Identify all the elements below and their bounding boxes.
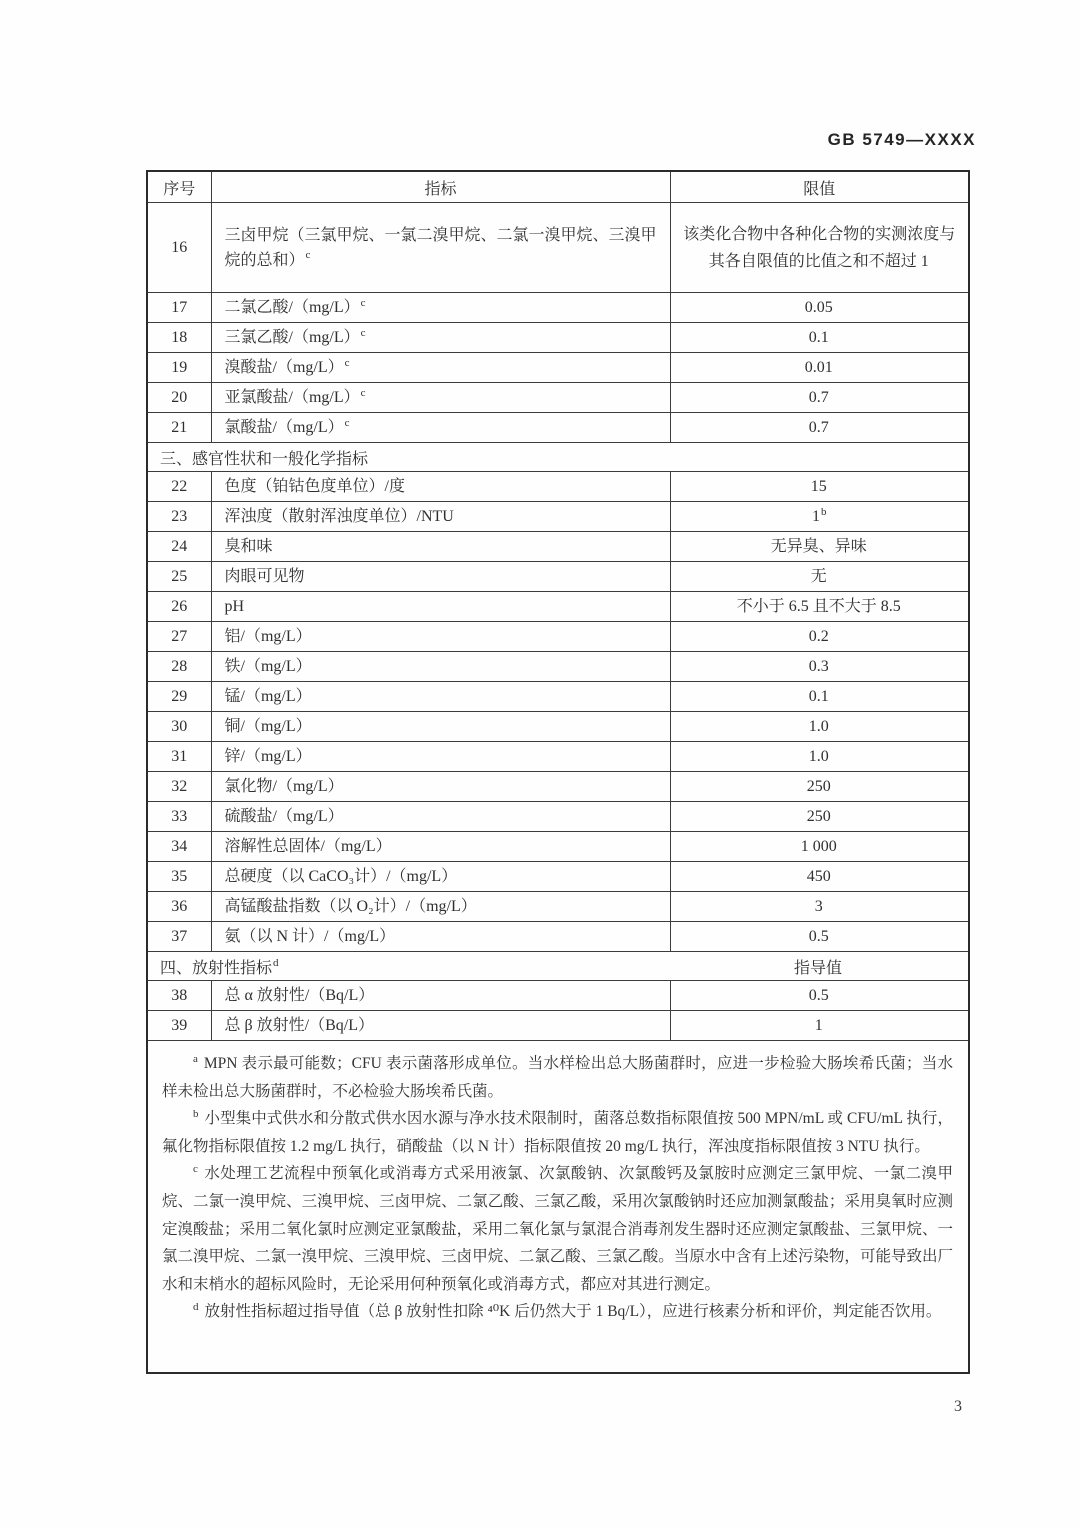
row-number: 16 (147, 203, 211, 293)
footnotes-cell (147, 1041, 969, 1373)
row-number: 32 (147, 772, 211, 802)
row-number: 17 (147, 293, 211, 323)
indicator-cell (211, 832, 670, 862)
row-number: 22 (147, 472, 211, 502)
row-number: 36 (147, 892, 211, 922)
page-number: 3 (954, 1398, 962, 1415)
row-number: 30 (147, 712, 211, 742)
indicator-cell (211, 293, 670, 323)
table-header-row (147, 171, 969, 203)
footnote-marker: c (193, 1163, 198, 1176)
indicator-text: 锰/（mg/L） (224, 688, 312, 705)
indicator-cell (211, 532, 670, 562)
indicator-text: 浑浊度（散射浑浊度单位）/NTU (224, 508, 454, 525)
limit-text: 250 (806, 808, 831, 825)
indicator-text: 铝/（mg/L） (224, 628, 312, 645)
limit-text: 0.1 (808, 329, 829, 346)
footnote-d (162, 1298, 953, 1326)
indicator-cell (211, 652, 670, 682)
limit-cell (670, 502, 969, 532)
indicator-cell (211, 472, 670, 502)
indicator-cell (211, 203, 670, 293)
limit-text: 3 (814, 898, 823, 915)
limit-cell (670, 592, 969, 622)
indicator-text: 高锰酸盐指数（以 O₂计）/（mg/L） (224, 898, 477, 915)
indicator-text: 二氯乙酸/（mg/L） (224, 299, 360, 316)
limit-text: 无异臭、异味 (770, 538, 867, 555)
footnote-ref: c (360, 296, 366, 309)
indicator-text: pH (224, 598, 245, 615)
footnote-marker: b (193, 1108, 199, 1121)
indicator-text: 氨（以 N 计）/（mg/L） (224, 928, 396, 945)
limit-cell (670, 892, 969, 922)
limit-cell (670, 472, 969, 502)
footnote-text: 放射性指标超过指导值（总 β 放射性扣除 ⁴⁰K 后仍然大于 1 Bq/L），应进行核素分析和评价，判定能否饮用。 (204, 1303, 942, 1321)
limit-text: 1.0 (808, 718, 829, 735)
row-number: 38 (147, 981, 211, 1011)
limit-cell (670, 922, 969, 952)
limit-text: 无 (810, 568, 827, 585)
section-title: 三、感官性状和一般化学指标 (160, 450, 369, 468)
indicator-cell (211, 981, 670, 1011)
col-header-indicator: 指标 (211, 171, 670, 203)
limit-cell (670, 712, 969, 742)
footnote-ref: c (360, 326, 366, 339)
indicator-cell (211, 712, 670, 742)
footnote-a (162, 1050, 953, 1105)
indicator-cell (211, 802, 670, 832)
table-row (147, 293, 969, 323)
indicator-text: 三卤甲烷（三氯甲烷、一氯二溴甲烷、二氯一溴甲烷、三溴甲烷的总和） (224, 226, 657, 269)
limit-cell (670, 622, 969, 652)
indicator-text: 色度（铂钴色度单位）/度 (224, 478, 405, 495)
row-number: 31 (147, 742, 211, 772)
indicator-text: 总 α 放射性/（Bq/L） (224, 987, 375, 1004)
table-row (147, 892, 969, 922)
indicator-cell (211, 592, 670, 622)
table-row (147, 622, 969, 652)
row-number: 27 (147, 622, 211, 652)
table-row (147, 682, 969, 712)
indicator-cell (211, 562, 670, 592)
table-row (147, 742, 969, 772)
limit-cell (670, 532, 969, 562)
indicator-cell (211, 892, 670, 922)
footnote-marker: d (193, 1301, 199, 1314)
limit-text: 不小于 6.5 且不大于 8.5 (736, 598, 901, 615)
limit-text: 1 000 (800, 838, 837, 855)
limit-text: 0.05 (804, 299, 833, 316)
indicator-cell (211, 772, 670, 802)
section-cell (147, 443, 969, 472)
row-number: 19 (147, 353, 211, 383)
row-number: 34 (147, 832, 211, 862)
footnote-ref: d (273, 957, 279, 970)
table-row (147, 772, 969, 802)
indicator-cell (211, 742, 670, 772)
row-number: 35 (147, 862, 211, 892)
footnote-ref: b (821, 505, 827, 518)
limit-cell (670, 383, 969, 413)
table-row (147, 832, 969, 862)
table-row (147, 592, 969, 622)
row-number: 24 (147, 532, 211, 562)
limit-cell (670, 413, 969, 443)
indicator-cell (211, 1011, 670, 1041)
section-row-radioactivity (147, 952, 969, 981)
table-row (147, 922, 969, 952)
indicator-cell (211, 353, 670, 383)
limit-cell (670, 203, 969, 293)
table-row (147, 862, 969, 892)
limit-cell (670, 293, 969, 323)
limit-cell (670, 832, 969, 862)
limit-cell (670, 353, 969, 383)
indicator-text: 氯化物/（mg/L） (224, 778, 344, 795)
section-cell (147, 952, 969, 981)
limit-cell (670, 652, 969, 682)
indicator-text: 溶解性总固体/（mg/L） (224, 838, 392, 855)
indicator-cell (211, 922, 670, 952)
limit-cell (670, 862, 969, 892)
footnote-text: 小型集中式供水和分散式供水因水源与净水技术限制时，菌落总数指标限值按 500 MPN/mL 或 CFU/mL 执行，氟化物指标限值按 1.2 mg/L 执行，硝酸盐（以 N 计）指标限值按 20 mg/L 执行，浑浊度指标限值按 3 NTU 执行。 (162, 1110, 953, 1155)
footnote-text: 水处理工艺流程中预氧化或消毒方式采用液氯、次氯酸钠、次氯酸钙及氯胺时应测定三氯甲烷、一氯二溴甲烷、二氯一溴甲烷、三溴甲烷、三卤甲烷、二氯乙酸、三氯乙酸，采用次氯酸钠时还应加测氯酸盐；采用臭氧时应测定溴酸盐；采用二氧化氯时应测定亚氯酸盐，采用二氧化氯与氯混合消毒剂发生器时还应测定氯酸盐、三氯甲烷、一氯二溴甲烷、二氯一溴甲烷、三溴甲烷、三卤甲烷、二氯乙酸、三氯乙酸。当原水中含有上述污染物，可能导致出厂水和末梢水的超标风险时，无论采用何种预氧化或消毒方式，都应对其进行测定。 (162, 1165, 953, 1293)
table-row (147, 802, 969, 832)
table-row (147, 472, 969, 502)
indicator-text: 铜/（mg/L） (224, 718, 312, 735)
limit-cell (670, 682, 969, 712)
table-row (147, 353, 969, 383)
indicator-cell (211, 682, 670, 712)
limit-text: 450 (806, 868, 831, 885)
limit-text: 0.1 (808, 688, 829, 705)
limit-text: 15 (810, 478, 827, 495)
col-header-seq: 序号 (147, 171, 211, 203)
section-title: 四、放射性指标$^d$ (160, 957, 279, 977)
table-row (147, 981, 969, 1011)
table-row (147, 203, 969, 293)
limit-cell (670, 323, 969, 353)
limit-cell (670, 802, 969, 832)
footnote-b (162, 1105, 953, 1160)
table-row (147, 712, 969, 742)
indicator-text: 臭和味 (224, 538, 273, 555)
indicator-text: 肉眼可见物 (224, 568, 305, 585)
limit-cell (670, 742, 969, 772)
row-number: 23 (147, 502, 211, 532)
indicator-cell (211, 383, 670, 413)
row-number: 20 (147, 383, 211, 413)
table-row (147, 1011, 969, 1041)
indicator-text: 总 β 放射性/（Bq/L） (224, 1017, 374, 1034)
table-row (147, 323, 969, 353)
limit-cell (670, 1011, 969, 1041)
indicator-text: 溴酸盐/（mg/L） (224, 359, 344, 376)
indicator-text: 总硬度（以 CaCO₃计）/（mg/L） (224, 868, 458, 885)
indicator-cell (211, 502, 670, 532)
indicator-text: 亚氯酸盐/（mg/L） (224, 389, 360, 406)
indicator-cell (211, 622, 670, 652)
limit-text: 0.5 (808, 928, 829, 945)
indicator-cell (211, 413, 670, 443)
footnote-c (162, 1160, 953, 1298)
limit-text: 0.7 (808, 389, 829, 406)
limit-cell (670, 981, 969, 1011)
limit-cell (670, 562, 969, 592)
row-number: 39 (147, 1011, 211, 1041)
indicator-cell (211, 862, 670, 892)
table-row (147, 562, 969, 592)
row-number: 28 (147, 652, 211, 682)
footnote-ref: c (344, 356, 350, 369)
table-row (147, 502, 969, 532)
limit-text: 该类化合物中各种化合物的实测浓度与其各自限值的比值之和不超过 1 (683, 225, 956, 270)
footnote-ref: c (305, 249, 311, 262)
row-number: 33 (147, 802, 211, 832)
row-number: 21 (147, 413, 211, 443)
indicator-text: 硫酸盐/（mg/L） (224, 808, 344, 825)
limit-cell (670, 772, 969, 802)
indicator-cell (211, 323, 670, 353)
table-row (147, 532, 969, 562)
limit-text: 1.0 (808, 748, 829, 765)
limits-table (146, 170, 970, 1374)
indicator-text: 铁/（mg/L） (224, 658, 312, 675)
row-number: 29 (147, 682, 211, 712)
footnotes-row (147, 1041, 969, 1373)
limit-text: 1 (812, 508, 820, 525)
indicator-text: 三氯乙酸/（mg/L） (224, 329, 360, 346)
footnote-ref: c (360, 386, 366, 399)
footnote-marker: a (193, 1052, 198, 1065)
limit-text: 0.3 (808, 658, 829, 675)
footnote-ref: c (344, 416, 350, 429)
limit-text: 0.2 (808, 628, 829, 645)
table-row (147, 413, 969, 443)
limit-text: 0.5 (808, 987, 829, 1004)
limit-text: 0.7 (808, 419, 829, 436)
table-row (147, 383, 969, 413)
section-limit-header: 指导值 (793, 959, 842, 977)
row-number: 18 (147, 323, 211, 353)
row-number: 26 (147, 592, 211, 622)
limit-text: 250 (806, 778, 831, 795)
indicator-text: 氯酸盐/（mg/L） (224, 419, 344, 436)
standard-number: GB 5749—XXXX (827, 130, 976, 149)
indicator-text: 锌/（mg/L） (224, 748, 312, 765)
limit-text: 0.01 (804, 359, 833, 376)
section-row-sensory (147, 443, 969, 472)
row-number: 25 (147, 562, 211, 592)
limit-text: 1 (814, 1017, 823, 1034)
table-row (147, 652, 969, 682)
col-header-limit: 限值 (670, 171, 969, 203)
footnote-text: MPN 表示最可能数；CFU 表示菌落形成单位。当水样检出总大肠菌群时，应进一步检验大肠埃希氏菌；当水样未检出总大肠菌群时，不必检验大肠埃希氏菌。 (162, 1055, 953, 1100)
row-number: 37 (147, 922, 211, 952)
